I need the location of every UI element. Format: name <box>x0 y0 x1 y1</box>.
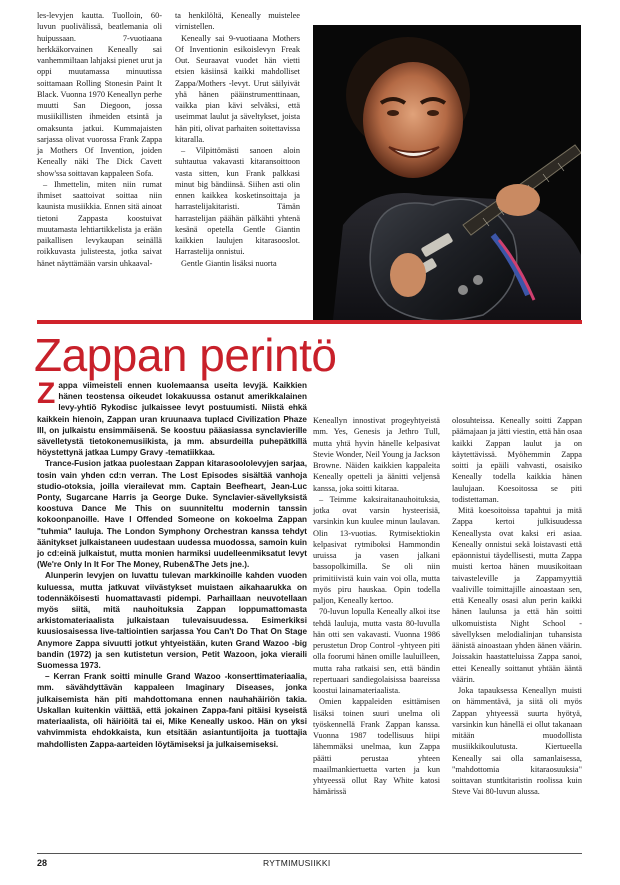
paragraph: olosuhteissa. Keneally soitti Zappan päämajaan ja jätti viestin, että hän osaa kaikki Zappan laulut ja on käytettävissä. Myöhemmin Zappa soitti ja epäili vahvasti, osaisiko Keneally todella kaikkia hänen laulujaan. Koesoitossa se piti todistettaman. <box>452 416 582 504</box>
lead-paragraph-1 <box>37 377 307 458</box>
lead-paragraph-4: – Kerran Frank soitti minulle Grand Wazoo -konserttimateriaalia, mm. sävähdyttävän kappaleen Imaginary Diseases, jonka julkaisemista hän piti mahdottomana ennen nauhahäiriön takia. Uskallan kuitenkin väittää, että jokainen Zappa-fani pitäisi kyseistä materiaalista, oli häiriöitä tai ei, Mike Keneally uskoo. Hän on yksi vahvimmista ehdokkaista, kun etsitään asiantuntijoita ja tuottajia mahdollisten Zappa-aarteiden löytämiseksi ja julkaisemiseksi. <box>37 672 307 749</box>
paragraph: Keneally sai 9-vuotiaana Mothers Of Inventionin esikoislevyn Freak Out. Seuraavat vuodet hän vietti etsien käsiinsä kaikki mahdolliset Zappa/Mothers -levyt. Urut säilyivät yhä hänen pääinstrumenttinaan, vaikka pian kävi selväksi, että useimmat laulut ja säveltykset, joista hän piti, olivat parhaiten soitettavissa kitaralla. <box>175 33 300 144</box>
drop-cap: Z <box>37 377 56 410</box>
paragraph: Keneallyn innostivat progeyhtyeistä mm. Yes, Genesis ja Jethro Tull, mutta yhtä hyvin hänelle kelpasivat Stevie Wonder, Neil Young ja Jackson Browne. Näiden kaikkien kappaleita Keneally opetteli ja äänitti veljensä kanssa, joka soitti kitaraa. <box>313 416 440 493</box>
paragraph: ta henkilöltä, Keneally muistelee virnistellen. <box>175 11 300 32</box>
section-divider <box>37 320 582 324</box>
lead-paragraph-2: Trance-Fusion jatkaa puolestaan Zappan kitarasoololevyjen sarjaa, tosin vain yhden cd:n verran. The Lost Episodes sisältää vanhoja studio-otoksia, joilla vierailevat mm. Captain Beefheart, Jean-Luc Ponty, Sugarcane Harris ja George Duke. Synclavier-sävellyksistä koostuva Dance Me This on suunniteltu modernin tanssin kokoonpanoille. Have I Offended Someone on kokoelma Zappan "tuhmia" lauluja. The London Symphony Orchestran kanssa tehdyt äänitykset julkaistaneen uudestaan uudessa muodossa, samoin kuin jo cd:einä julkaistut, mutta monien harmiksi uudelleenmiksatut levyt (We're Only In It For The Money, Ruben&The Jets jne.). <box>37 459 307 570</box>
photo-illustration <box>313 25 581 320</box>
magazine-name: RYTMIMUSIIKKI <box>263 858 331 868</box>
paragraph: les-levyjen kautta. Tuolloin, 60-luvun puolivälissä, beatlemania oli huipussaan. 7-vuotiaana herkkäkorvainen Keneally sai vanhemmiltaan lahjaksi pienet urut ja oppi muutamassa minuutissa soittamaan Rolling Stonesin Paint It Black. Vuonna 1970 Keneallyn perhe muutti San Diegoon, jossa musiikillisten ihmeiden etsintä ja omaksunta jatkui. Kummajaisten sarjassa olivat vuorossa Frank Zappa ja Mothers Of Invention, joiden Keneally näki The Dick Cavett show'ssa soittavan kappaleen Sofa. <box>37 11 162 178</box>
bottom-column-3 <box>452 415 582 798</box>
paragraph: – Ihmettelin, miten niin rumat ihmiset saattoivat soittaa niin kaunista musiikkia. Ennen sitä ainoat tietoni Zappasta koostuivat muutamasta lehtiartikkelista ja erään paikallisen levykaupan seinällä roikkuvasta julisteesta, jotka saivat hänet näyttämään varsin uhkaaval- <box>37 179 162 268</box>
footer-rule <box>37 853 582 854</box>
paragraph: Omien kappaleiden esittämisen lisäksi toinen suuri unelma oli työskennellä Frank Zappan kanssa. Vuonna 1987 todellisuus hiipi lähemmäksi unelmaa, kun Zappa päätti perustaa yhteen maailmankiertuetta varten ja kun yhtyeessä ollut Ray White katosi hämärissä <box>313 697 440 797</box>
lead-text: appa viimeisteli ennen kuolemaansa useita levyjä. Kaikkien hänen teostensa oikeudet lokakuussa ostanut amerikkalainen levy-yhtiö Rykodisc julkaissee levyt postuumisti. Niistä ehkä kaikkein hienoin, Zappan uran kruunaava tuplacd Civilization Phaze III, on julkaistu ensimmäisenä. Se koostuu pääasiassa synclavierille sävelletystä tietokonemusiikista, ja mm. absurdeilla puhepätkillä höystettynä jatkaa Lumpy Gravy -tematiikkaa. <box>37 381 307 458</box>
paragraph: – Teimme kaksiraitanauhoituksia, jotka ovat varsin hysteerisiä, varsinkin kun kuulee minun laulavan. Olin 13-vuotias. Rytmisektiokin kelpasivat rytmiboksi Hammondin uruissa ja vasen jalkani bassopolkimilla. Se oli niin primitiivistä kuin vain voi olla, mutta myös piru hauskaa. Opin todella paljon, Keneally kertoo. <box>313 494 440 605</box>
lead-paragraph-3: Alunperin levyjen on luvattu tulevan markkinoille kahden vuoden kuluessa, mutta jatkuvat viivästykset muistaen aikahaarukka on todennäköisesti huomattavasti pidempi. Parhaillaan neuvotellaan myös siitä, mitä nauhoituksia Zappan loppumattomasta arkistomateriaalista julkaistaan tulevaisuudessa. Esimerkiksi kuusiosaisessa live-taltiointien sarjassa You Can't Do That On Stage Anymore Zappa sivuutti jotkut yhtyeistään, kuten Grand Wazoo -big bandin (1972) ja sen kutistetun version, Petit Wazoon, joka vieraili Suomessa 1973. <box>37 571 307 671</box>
top-column-2 <box>175 10 300 269</box>
paragraph: – Vilpittömästi sanoen aloin suhtautua vakavasti kitaransoittoon vasta sitten, kun Frank palkkasi minut big bändiinsä. Siihen asti olin ennen kaikkea kosketinsoittaja ja harrastelijakitaristi. Tämän harrastelijan päähän pälkähti yhtenä kesänä opetella Gentle Giantin kaikkien laulujen kitarasooslot. Harrastelija onnistui. <box>175 146 300 257</box>
bottom-column-2 <box>313 415 440 798</box>
paragraph: Gentle Giantin lisäksi nuorta <box>181 258 277 268</box>
musician-with-guitar-photo <box>313 25 581 320</box>
lead-column <box>37 377 307 750</box>
paragraph: 70-luvun lopulla Keneally alkoi itse tehdä lauluja, mutta vasta 80-luvulla hän otti sen vakavasti. Vuonna 1986 perustetun Drop Control -yhtyeen piti olla foorumi hänen omille lauluilleen, mutta raha ratkaisi sen, että bändin repertuaari sandiegolaisissa baareissa koostui lainamateriaalista. <box>313 607 440 695</box>
paragraph: Mitä koesoitoissa tapahtui ja mitä Zappa kertoi julkisuudessa Keneallysta ovat kaksi eri asiaa. Keneally onnistui sekä loistavasti että epäonnistui täydellisesti, mutta Zappa muisti kertoa hänen muusikoitaan taivasteleville ja Zappamyyttiä vaaliville toimittajille ainoastaan sen, että Keneally osasi alun perin kaikki hänen laulunsa ja että hän soitti ulkomuistista Night School -sävellyksen melodialinjan tuhansista äänistä ainoastaan yhden äänen väärin. Joissakin haastatteluissa Zappa sanoi, ettei Keneally soittanut yhtään ääntä väärin. <box>452 506 582 684</box>
page-number: 28 <box>37 858 48 868</box>
top-column-1 <box>37 10 162 269</box>
paragraph: Joka tapauksessa Keneallyn muisti on hämmentävä, ja siitä oli myös Zappan yhtyeessä suurta hyötyä, varsinkin kun hänellä ei ollut takanaan mitään muodollista musiikkikoulutusta. Kiertueella Keneally sai olla samanlaisessa, "mahdottomia kitaraosuuksia" soittavan stuntkitaristin roolissa kuin Steve Vai 80-luvun alussa. <box>452 686 582 797</box>
headline: Zappan perintö <box>34 329 337 381</box>
